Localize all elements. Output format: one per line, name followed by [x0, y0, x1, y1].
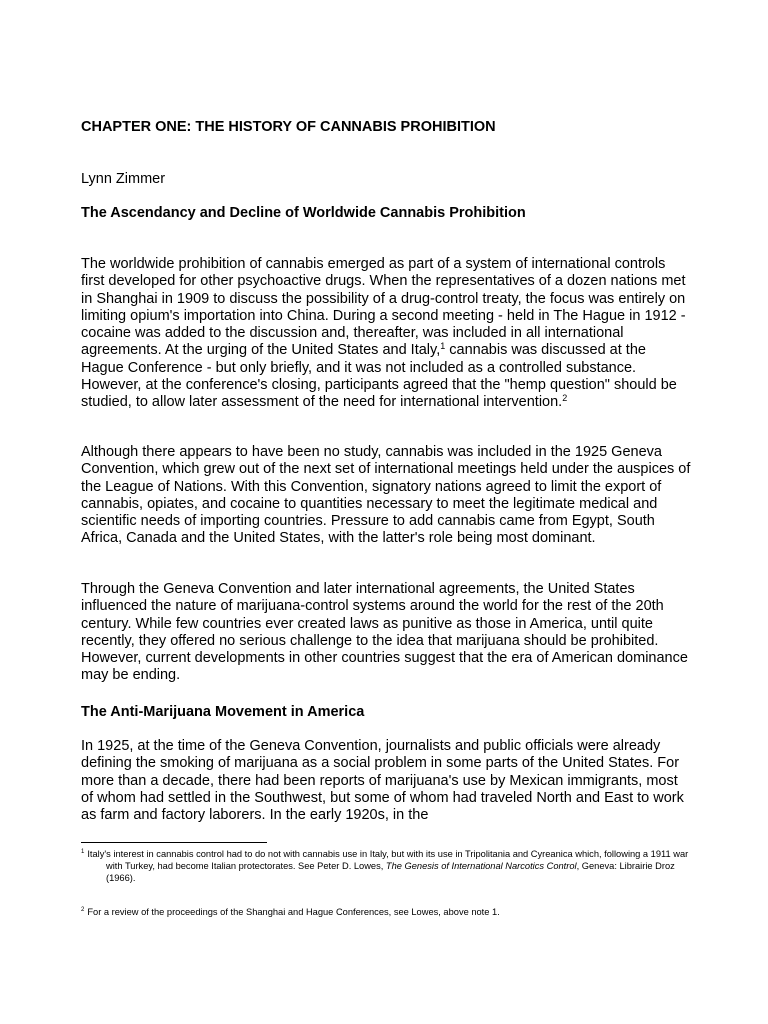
- footnote-ref-1[interactable]: 1: [440, 341, 446, 352]
- footnote-2-number: 2: [81, 907, 85, 914]
- footnote-1-number: 1: [81, 849, 85, 855]
- paragraph-1-text-b: cannabis was discussed at the Hague Conference - but only briefly, and it was not included as a controlled substance. However, at the conference's closing, participants agreed that the "hemp question" should be studied, to allow later assessment of the need for international intervention.: [81, 342, 677, 411]
- chapter-title: CHAPTER ONE: THE HISTORY OF CANNABIS PROHIBITION: [81, 119, 496, 135]
- footnote-1-text-a: Italy's interest in cannabis control had to do not with cannabis use in Italy, but with its use in Tripolitania and Cyreanica which, following a 1911 war with Turkey, had become Italian protectorates. See Peter D. Lowes,: [87, 849, 689, 871]
- section-heading-anti-marijuana: The Anti-Marijuana Movement in America: [81, 704, 365, 720]
- footnote-ref-2[interactable]: 2: [562, 393, 568, 404]
- paragraph-4: In 1925, at the time of the Geneva Convention, journalists and public officials were already defining the smoking of marijuana as a social problem in some parts of the United States. For more than a decade, there had been reports of marijuana's use by Mexican immigrants, most of whom had settled in the Southwest, but some of whom had traveled North and East to work as farm and factory laborers. In the early 1920s, in the: [81, 738, 684, 824]
- paragraph-1-text-a: The worldwide prohibition of cannabis emerged as part of a system of international controls first developed for other psychoactive drugs. When the representatives of a dozen nations met in Shanghai in 1909 to discuss the possibility of a drug-control treaty, the focus was entirely on limiting opium's importation into China. During a second meeting - held in The Hague in 1912 - cocaine was added to the discussion and, thereafter, was included in all international agreements. At the urging of the United States and Italy,: [81, 256, 686, 359]
- paragraph-1: [81, 256, 691, 412]
- footnote-1: [81, 849, 691, 884]
- section-heading-ascendancy: The Ascendancy and Decline of Worldwide Cannabis Prohibition: [81, 205, 526, 221]
- author-name: Lynn Zimmer: [81, 171, 166, 187]
- footnote-divider: [81, 842, 267, 843]
- body-content: [81, 118, 691, 824]
- paragraph-2: Although there appears to have been no study, cannabis was included in the 1925 Geneva Convention, which grew out of the next set of international meetings held under the auspices of the League of Nations. With this Convention, signatory nations agreed to limit the export of cannabis, opiates, and cocaine to quantities necessary to meet the legitimate medical and scientific needs of importing countries. Pressure to add cannabis came from Egypt, South Africa, Canada and the United States, with the latter's role being most dominant.: [81, 444, 691, 547]
- footnote-2: [81, 907, 691, 919]
- footnotes: [81, 849, 691, 919]
- paragraph-3: Through the Geneva Convention and later international agreements, the United States influenced the nature of marijuana-control systems around the world for the rest of the 20th century. While few countries ever created laws as punitive as those in America, until quite recently, they offered no serious challenge to the idea that marijuana should be prohibited. However, current developments in other countries suggest that the era of American dominance may be ending.: [81, 581, 688, 684]
- footnote-1-book-title: The Genesis of International Narcotics Control: [385, 860, 577, 871]
- footnote-2-text: For a review of the proceedings of the Shanghai and Hague Conferences, see Lowes, above note 1.: [87, 907, 500, 918]
- footnote-1-text-b: , Geneva: Librairie Droz (1966).: [106, 860, 675, 883]
